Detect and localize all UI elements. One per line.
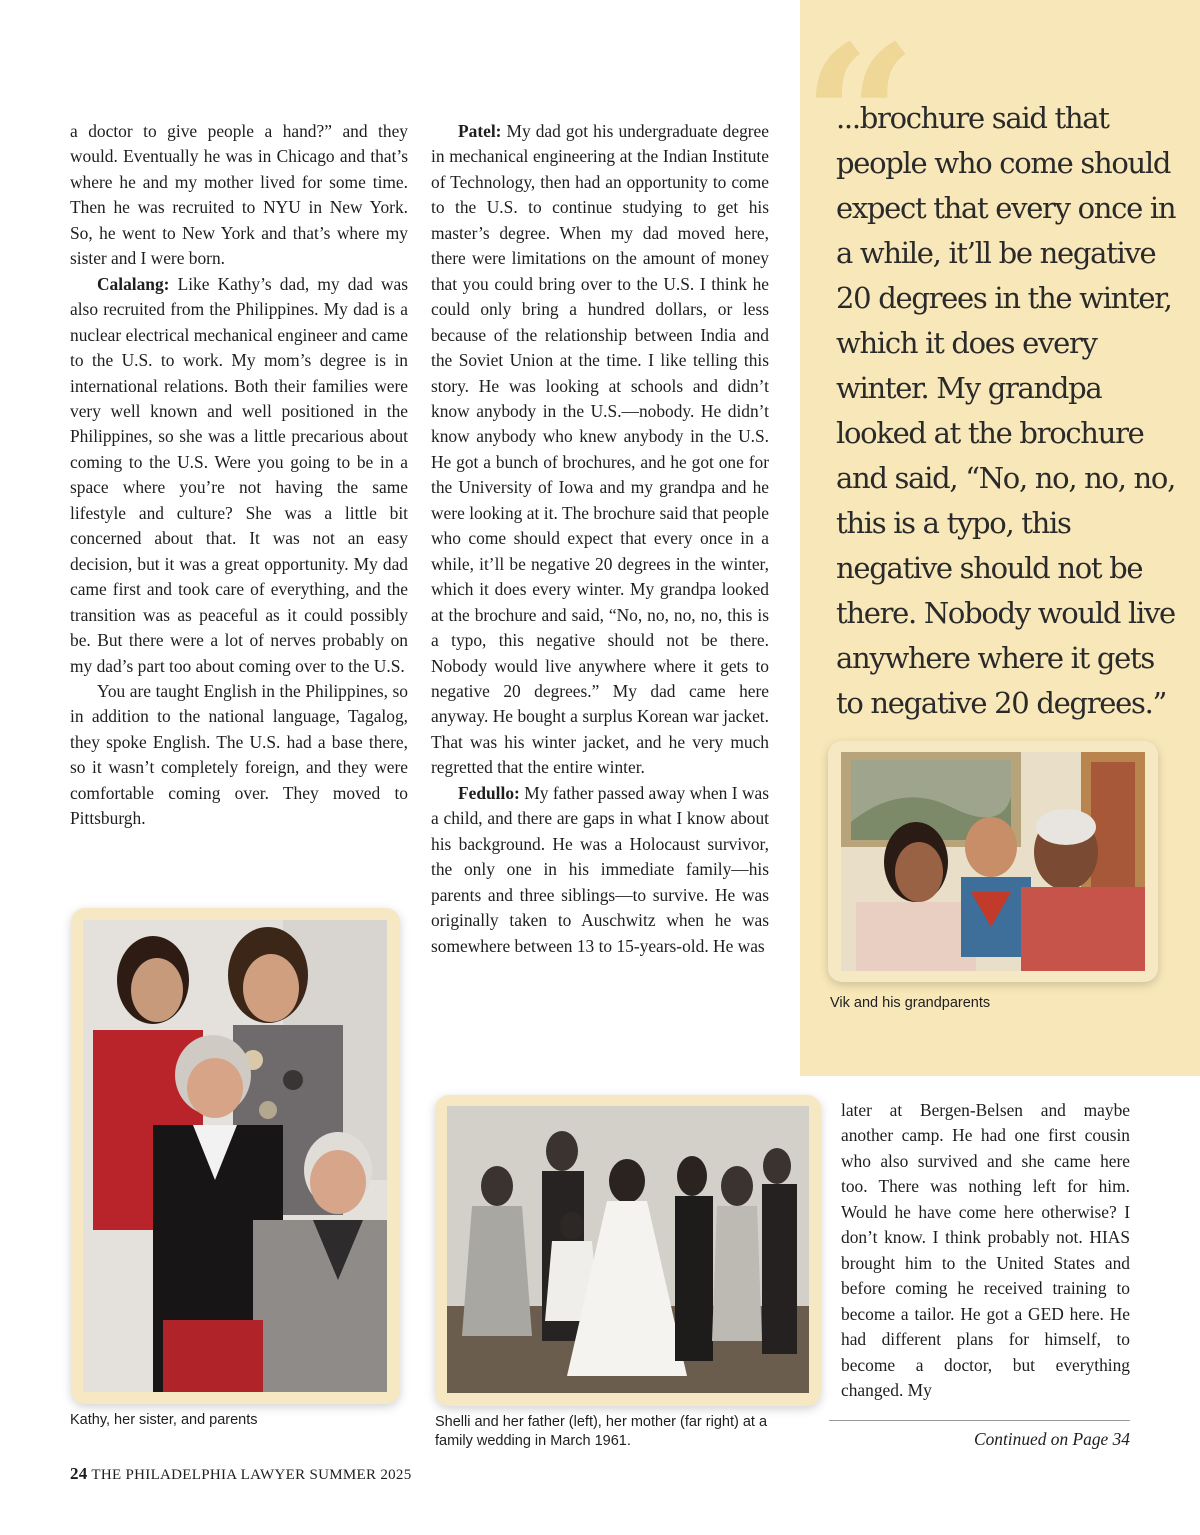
paragraph-text: Like Kathy’s dad, my dad was also recruited from the Philippines. My dad is a nuclear electrical mechanical engineer and came to the U.S. to work. My mom’s degree is in international relations. Both their families were very well known and well positioned in the Philippines, so she was a little precarious about coming to the U.S. Were you going to be in a space where you’re not having the same lifestyle and culture? She was a little bit concerned about that. It was not an easy decision, but it was a great opportunity. My dad came first and took care of everything, and the transition was as peaceful as it could possibly be. But there were a lot of nerves probably on my dad’s part too about coming over to the U.S. [70, 273, 408, 676]
photo-frame-vik [828, 741, 1158, 982]
paragraph [431, 119, 769, 781]
publication-name: THE PHILADELPHIA LAWYER SUMMER 2025 [91, 1467, 412, 1483]
paragraph [431, 781, 769, 959]
page-footer [70, 1464, 412, 1484]
page-number: 24 [70, 1464, 88, 1483]
photo-vik-grandparents [841, 752, 1145, 971]
photo-kathy-family [83, 920, 387, 1392]
pull-quote: ...brochure said that people who come should expect that every once in a while, it’ll be negative 20 degrees in the winter, which it does every winter. My grandpa looked at the brochure and said, “No, no, no, no, this is a typo, this negative should not be there. Nobody would live anywhere where it gets to negative 20 degrees.” [836, 101, 1176, 720]
quote-mark-icon: “ [802, 2, 918, 237]
article-column-3 [841, 1098, 1130, 1403]
divider [829, 1420, 1130, 1421]
caption-shelli: Shelli and her father (left), her mother (far right) at a family wedding in March 1961. [435, 1414, 768, 1449]
paragraph-text: My dad got his undergraduate degree in mechanical engineering at the Indian Institute of Technology, then had an opportunity to come to the U.S. to continue studying to get his master’s degree. When my dad moved here, there were limitations on the amount of money that you could bring over to the U.S. I think he could only bring a hundred dollars, or less because of the relationship between India and the Soviet Union at the time. I like telling this story. He was looking at schools and didn’t know anybody in the U.S.—nobody. He didn’t know anybody who knew anybody in the U.S. He got a bunch of brochures, and he got one for the University of Iowa and my grandpa and he were looking at it. The brochure said that people who come should expect that every once in a while, it’ll be negative 20 degrees in the winter, which it does every winter. My grandpa looked at the brochure and said, “No, no, no, no, this is a typo, this negative should not be there. Nobody would live anywhere where it gets to negative 20 degrees.” My dad came here anyway. He bought a surplus Korean war jacket. That was his winter jacket, and he very much regretted that the entire winter. [431, 121, 769, 778]
photo-frame-kathy [71, 908, 400, 1404]
article-column-2 [431, 119, 769, 959]
speaker-name: Patel: [458, 121, 502, 141]
speaker-name: Fedullo: [458, 782, 520, 803]
caption-vik: Vik and his grandparents [830, 995, 991, 1011]
paragraph-text: My father passed away when I was a child, and there are gaps in what I know about his background. He was a Holocaust survivor, the only one in his immediate family—his parents and three siblings—to survive. He was originally taken to Auschwitz when he was somewhere between 13 to 15-years-old. He was [431, 782, 769, 956]
continued-note: Continued on Page 34 [973, 1429, 1130, 1449]
paragraph: You are taught English in the Philippines, so in addition to the national language, Tagalog, they spoke English. The U.S. had a base there, so it wasn’t completely foreign, and they were comfortable coming over. They moved to Pittsburgh. [70, 680, 408, 829]
paragraph [70, 272, 408, 679]
photo-shelli-wedding [447, 1106, 809, 1393]
speaker-name: Calalang: [97, 273, 170, 294]
photo-frame-shelli [435, 1095, 821, 1406]
paragraph: a doctor to give people a hand?” and they would. Eventually he was in Chicago and that’s where he and my mother lived for some time. Then he was recruited to NYU in New York. So, he went to New York and that’s where my sister and I were born. [70, 121, 408, 269]
caption-kathy: Kathy, her sister, and parents [70, 1412, 258, 1428]
article-column-1 [70, 119, 408, 832]
paragraph: later at Bergen-Belsen and maybe another camp. He had one first cousin who also survived and she came here too. There was nothing left for him. Would he have come here otherwise? I don’t know. I think probably not. HIAS brought him to the United States and before coming he received training to become a tailor. He got a GED here. He had different plans for himself, to become a doctor, but everything changed. My [841, 1100, 1130, 1400]
